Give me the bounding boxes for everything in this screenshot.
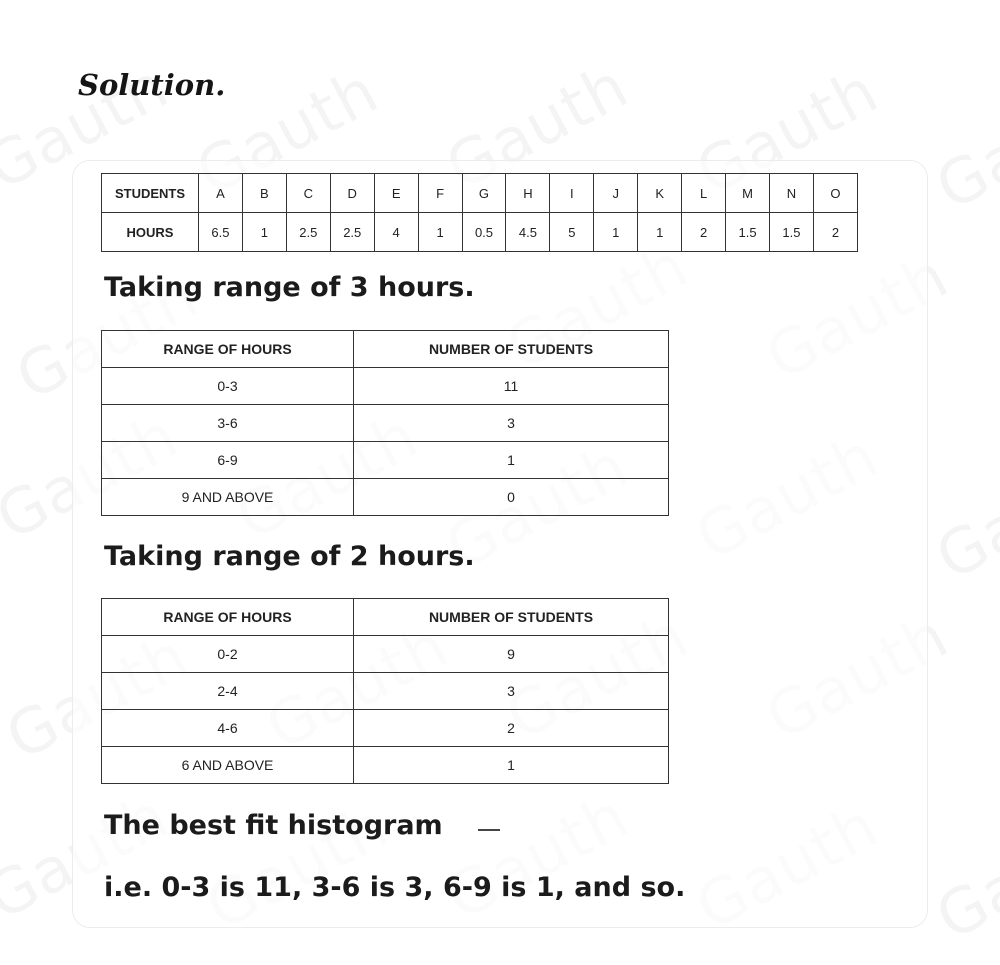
conclusion-line-1: The best fit histogram bbox=[104, 810, 443, 841]
student-cell: H bbox=[506, 174, 550, 213]
students-row bbox=[102, 174, 858, 213]
student-cell: A bbox=[199, 174, 243, 213]
hours-cell: 1 bbox=[242, 213, 286, 252]
dash-mark bbox=[478, 829, 500, 831]
hours-cell: 1 bbox=[638, 213, 682, 252]
count-cell: 3 bbox=[354, 673, 669, 710]
hours-cell: 1.5 bbox=[769, 213, 813, 252]
range-cell: 0-3 bbox=[102, 368, 354, 405]
table-row bbox=[102, 747, 669, 784]
hours-cell: 4 bbox=[374, 213, 418, 252]
student-cell: N bbox=[769, 174, 813, 213]
table-header-row bbox=[102, 599, 669, 636]
hours-cell: 4.5 bbox=[506, 213, 550, 252]
student-cell: D bbox=[330, 174, 374, 213]
table-row bbox=[102, 442, 669, 479]
hours-cell: 1 bbox=[594, 213, 638, 252]
count-cell: 0 bbox=[354, 479, 669, 516]
student-cell: B bbox=[242, 174, 286, 213]
column-header-count: NUMBER OF STUDENTS bbox=[354, 599, 669, 636]
range-cell: 2-4 bbox=[102, 673, 354, 710]
range-cell: 0-2 bbox=[102, 636, 354, 673]
watermark-text bbox=[924, 439, 1000, 595]
hours-cell: 1 bbox=[418, 213, 462, 252]
range-2-hours-table bbox=[101, 598, 669, 784]
hours-cell: 5 bbox=[550, 213, 594, 252]
hours-cell: 2.5 bbox=[286, 213, 330, 252]
student-cell: G bbox=[462, 174, 506, 213]
column-header-range: RANGE OF HOURS bbox=[102, 331, 354, 368]
heading-range-2-hours: Taking range of 2 hours. bbox=[104, 541, 475, 572]
hours-cell: 1.5 bbox=[726, 213, 770, 252]
column-header-range: RANGE OF HOURS bbox=[102, 599, 354, 636]
table-row bbox=[102, 636, 669, 673]
hours-cell: 2 bbox=[813, 213, 857, 252]
student-cell: C bbox=[286, 174, 330, 213]
range-3-hours-table bbox=[101, 330, 669, 516]
watermark-text bbox=[924, 69, 1000, 225]
hours-table bbox=[101, 173, 858, 252]
student-cell: J bbox=[594, 174, 638, 213]
student-cell: I bbox=[550, 174, 594, 213]
hours-cell: 6.5 bbox=[199, 213, 243, 252]
students-row-header: STUDENTS bbox=[102, 174, 199, 213]
student-cell: L bbox=[682, 174, 726, 213]
student-cell: E bbox=[374, 174, 418, 213]
count-cell: 2 bbox=[354, 710, 669, 747]
student-cell: O bbox=[813, 174, 857, 213]
hours-cell: 2 bbox=[682, 213, 726, 252]
count-cell: 11 bbox=[354, 368, 669, 405]
student-cell: F bbox=[418, 174, 462, 213]
table-row bbox=[102, 710, 669, 747]
hours-row bbox=[102, 213, 858, 252]
table-row bbox=[102, 479, 669, 516]
student-cell: K bbox=[638, 174, 682, 213]
count-cell: 1 bbox=[354, 747, 669, 784]
student-cell: M bbox=[726, 174, 770, 213]
hours-cell: 0.5 bbox=[462, 213, 506, 252]
solution-title: Solution. bbox=[78, 68, 226, 102]
count-cell: 9 bbox=[354, 636, 669, 673]
range-cell: 6 AND ABOVE bbox=[102, 747, 354, 784]
table-row bbox=[102, 368, 669, 405]
count-cell: 3 bbox=[354, 405, 669, 442]
range-cell: 4-6 bbox=[102, 710, 354, 747]
heading-range-3-hours: Taking range of 3 hours. bbox=[104, 272, 475, 303]
hours-cell: 2.5 bbox=[330, 213, 374, 252]
range-cell: 3-6 bbox=[102, 405, 354, 442]
column-header-count: NUMBER OF STUDENTS bbox=[354, 331, 669, 368]
table-header-row bbox=[102, 331, 669, 368]
count-cell: 1 bbox=[354, 442, 669, 479]
range-cell: 6-9 bbox=[102, 442, 354, 479]
table-row bbox=[102, 405, 669, 442]
conclusion-line-2: i.e. 0-3 is 11, 3-6 is 3, 6-9 is 1, and so. bbox=[104, 872, 686, 903]
table-row bbox=[102, 673, 669, 710]
watermark-text bbox=[924, 799, 1000, 955]
range-cell: 9 AND ABOVE bbox=[102, 479, 354, 516]
hours-row-header: HOURS bbox=[102, 213, 199, 252]
